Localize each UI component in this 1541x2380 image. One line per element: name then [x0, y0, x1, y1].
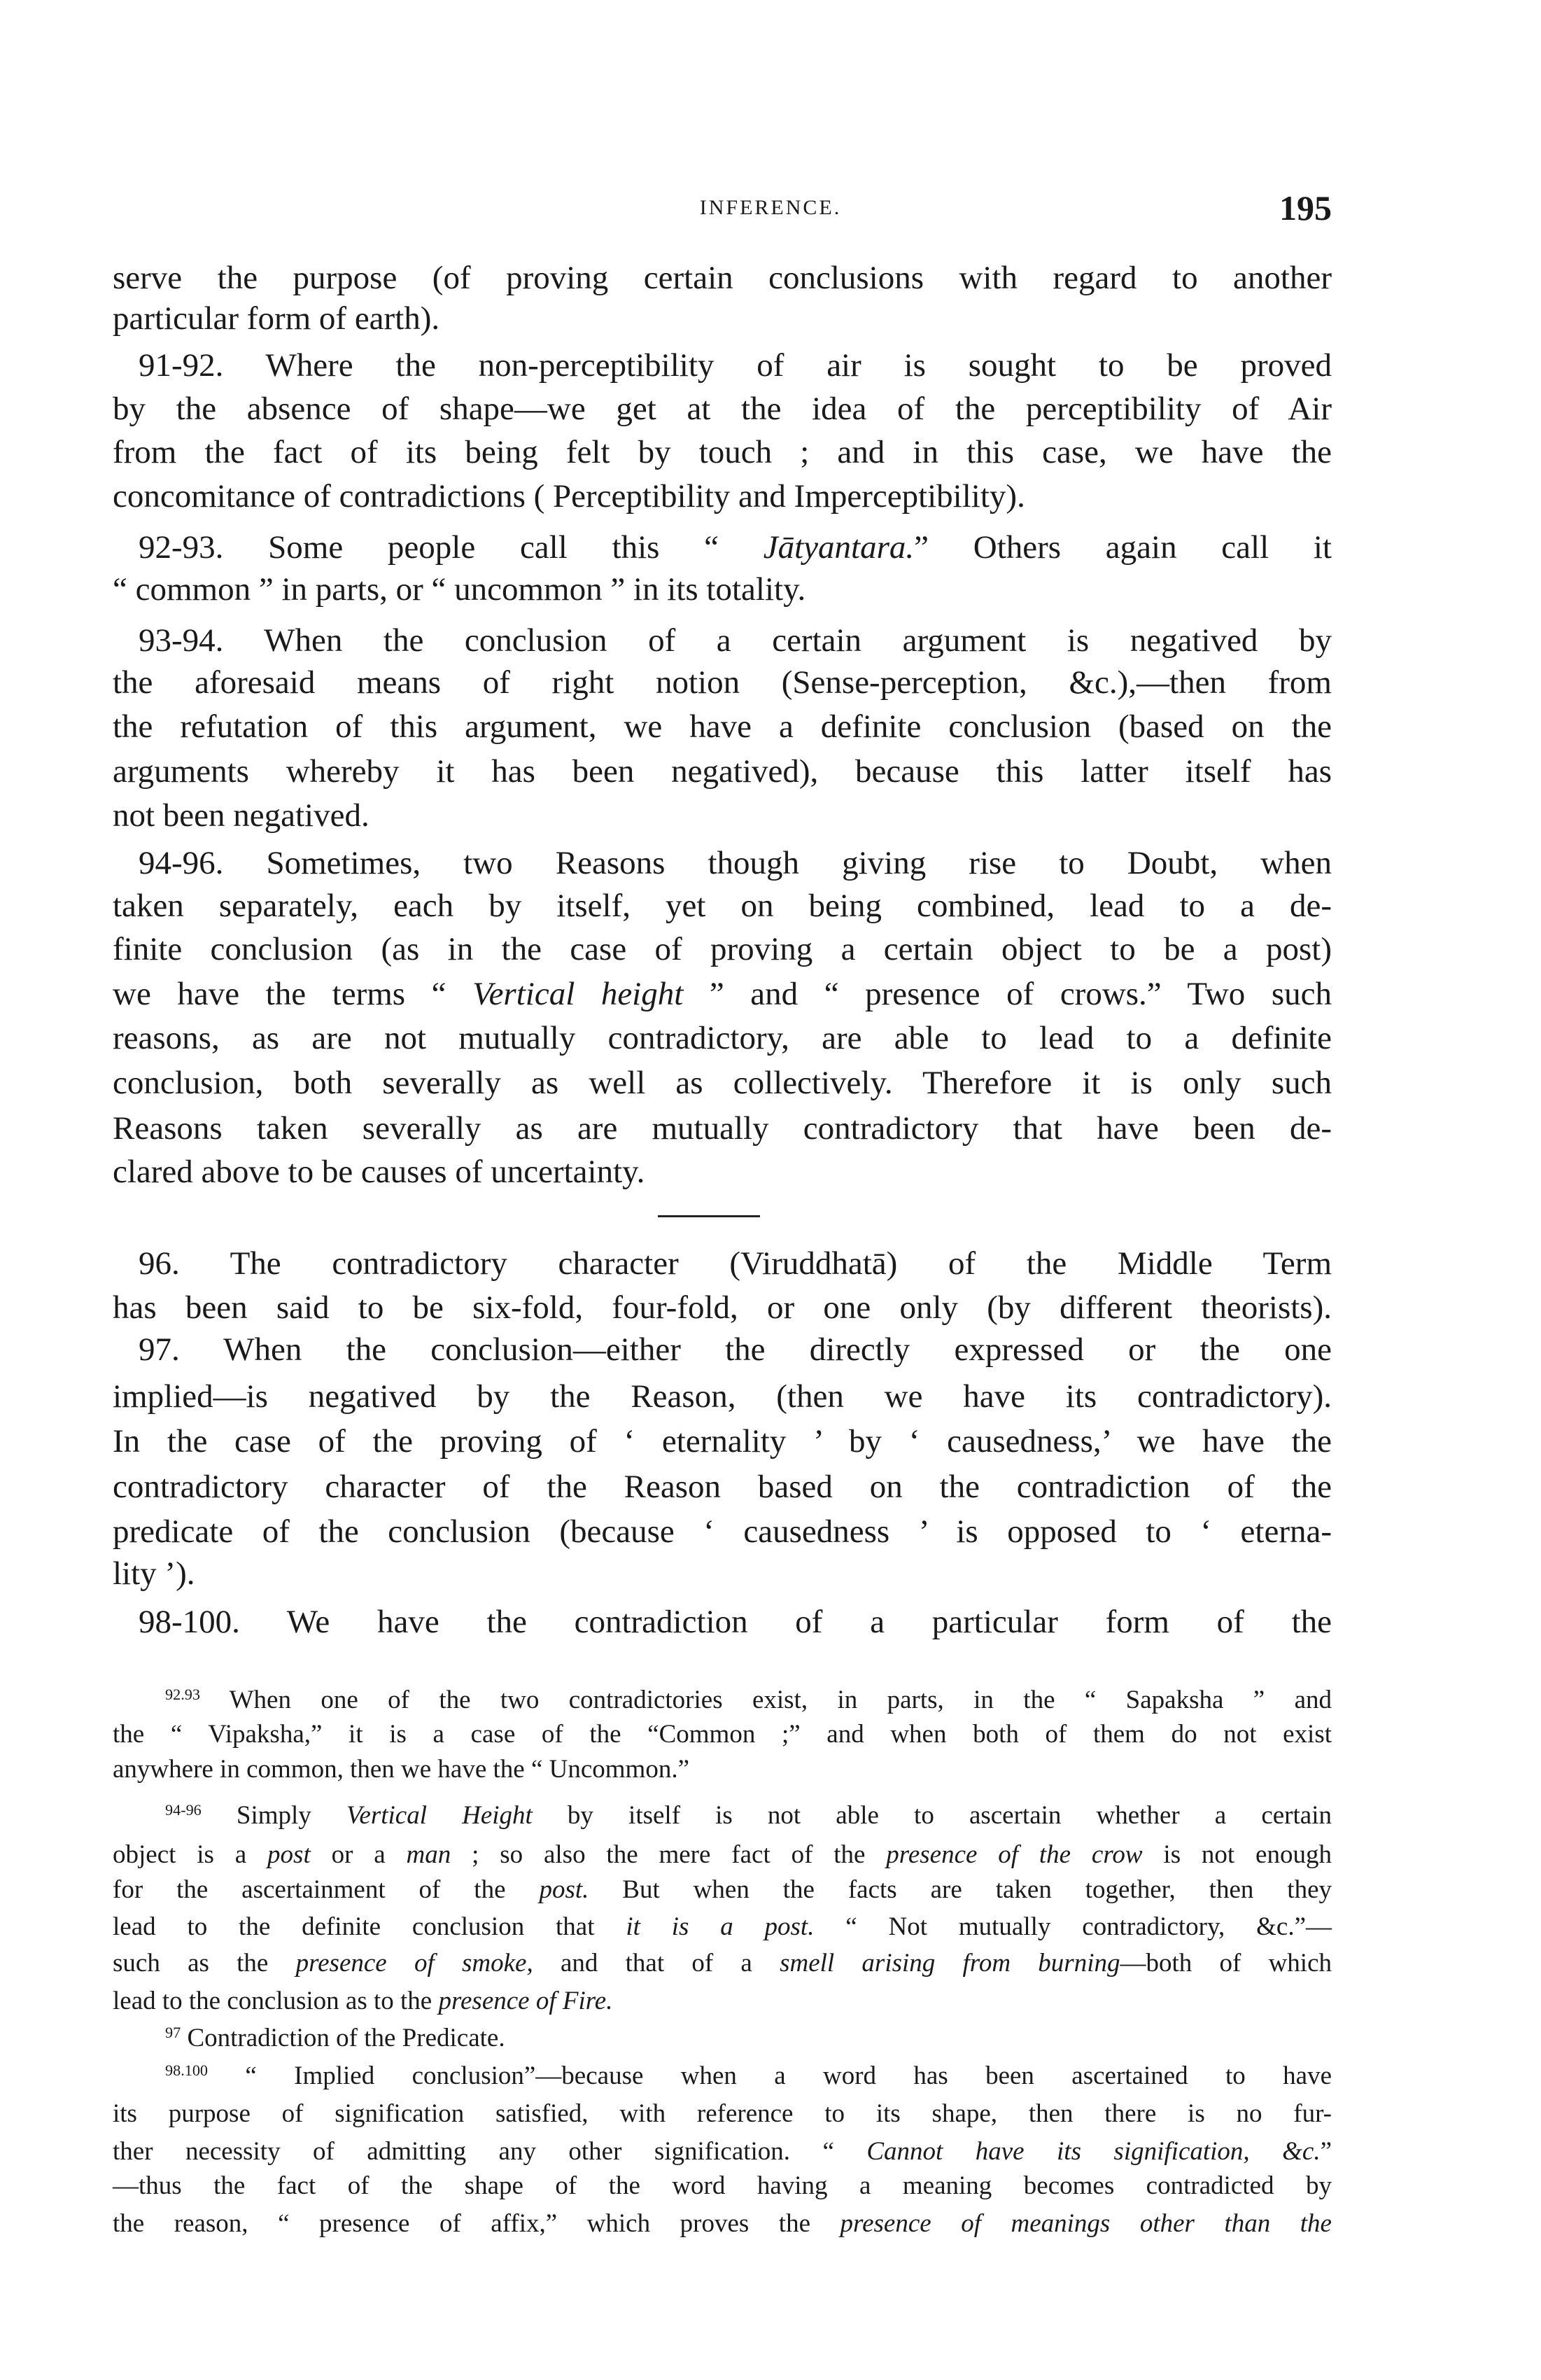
text-run: 94-96. Sometimes, two Reasons though giving rise to Doubt, when: [139, 845, 1332, 882]
text-run: anywhere in common, then we have the “ Uncommon.”: [113, 1754, 690, 1784]
italic-run: post.: [539, 1875, 589, 1904]
text-run: ”: [1320, 2136, 1332, 2166]
italic-run: man: [406, 1840, 451, 1870]
text-run: taken separately, each by itself, yet on being combined, lead to a de-: [113, 887, 1332, 924]
text-run: lead to the definite conclusion that: [113, 1912, 626, 1942]
text-line: [139, 1245, 1332, 1282]
text-run: is not enough: [1142, 1840, 1332, 1870]
text-run: predicate of the conclusion (because ‘ causedness ’ is opposed to ‘ eterna-: [113, 1513, 1332, 1550]
text-line: [113, 477, 1025, 515]
text-run: Simply: [201, 1801, 346, 1830]
footnote-line: [113, 1986, 612, 2016]
text-run: from the fact of its being felt by touch ; and in this case, we have the: [113, 434, 1332, 471]
text-run: —both of which: [1120, 1948, 1332, 1977]
text-run: finite conclusion (as in the case of proving a certain object to be a post): [113, 930, 1332, 967]
text-run: 93-94. When the conclusion of a certain argument is negatived by: [139, 622, 1332, 659]
text-run: the reason, “ presence of affix,” which proves the: [113, 2208, 840, 2238]
italic-run: Vertical Height: [346, 1801, 533, 1830]
text-run: “ common ” in parts, or “ uncommon ” in its totality.: [113, 571, 806, 608]
text-run: “ Not mutually contradictory, &c.”—: [814, 1912, 1332, 1942]
text-run: particular form of earth).: [113, 300, 440, 337]
text-line: [113, 1153, 645, 1191]
text-run: conclusion, both severally as well as collectively. Therefore it is only such: [113, 1065, 1332, 1102]
text-run: lead to the conclusion as to the: [113, 1986, 439, 2015]
text-run: ; so also the mere fact of the: [451, 1840, 887, 1870]
text-run: reasons, as are not mutually contradictory, are able to lead to a definite: [113, 1019, 1332, 1056]
text-run: object is a: [113, 1840, 268, 1870]
text-line: [113, 433, 1332, 471]
text-line: [113, 930, 1332, 968]
text-line: [113, 708, 1332, 746]
italic-run: Jātyantara.: [763, 528, 915, 566]
text-run: clared above to be causes of uncertainty.: [113, 1154, 645, 1191]
text-line: [113, 752, 1332, 790]
italic-run: presence of Fire.: [438, 1986, 613, 2015]
text-run: we have the terms “: [113, 976, 473, 1013]
text-run: 97. When the conclusion—either the directly expressed or the one: [139, 1331, 1332, 1368]
text-line: [113, 1468, 1332, 1506]
text-run: its purpose of signification satisfied, with reference to its shape, then there is no fur-: [113, 2099, 1332, 2128]
text-run: concomitance of contradictions ( Perceptibility and Imperceptibility).: [113, 477, 1025, 514]
italic-run: Vertical height: [472, 976, 684, 1013]
footnote-line: [113, 1875, 1332, 1905]
text-line: [113, 390, 1332, 428]
text-run: 92-93. Some people call this “: [139, 528, 764, 566]
footnote-marker: 97: [165, 2024, 181, 2042]
text-line: [113, 1555, 195, 1592]
italic-run: post: [267, 1840, 311, 1870]
italic-run: presence of meanings other than the: [840, 2208, 1332, 2238]
text-run: “ Implied conclusion”—because when a word has been ascertained to have: [208, 2062, 1332, 2091]
text-run: When one of the two contradictories exist, in parts, in the “ Sapaksha ” and: [199, 1685, 1332, 1714]
text-run: —thus the fact of the shape of the word having a meaning becomes contradicted by: [113, 2171, 1332, 2201]
footnote-line: [165, 1800, 1332, 1830]
italic-run: presence of the crow: [886, 1840, 1143, 1870]
page-number: 195: [1279, 188, 1332, 227]
footnote-line: [113, 1948, 1332, 1978]
text-run: the “ Vipaksha,” it is a case of the “Common ;” and when both of them do not exist: [113, 1720, 1332, 1749]
italic-run: presence of smoke,: [295, 1948, 533, 1977]
footnote-line: [113, 1912, 1332, 1942]
text-run: implied—is negatived by the Reason, (then we have its contradictory).: [113, 1378, 1332, 1415]
text-run: such as the: [113, 1948, 296, 1977]
text-run: Contradiction of the Predicate.: [181, 2024, 505, 2053]
text-run: and that of a: [533, 1948, 780, 1977]
text-run: 91-92. Where the non-perceptibility of air is sought to be proved: [139, 346, 1332, 384]
text-run: 96. The contradictory character (Viruddhatā) of the Middle Term: [139, 1245, 1332, 1282]
text-run: ” and “ presence of crows.” Two such: [683, 976, 1332, 1013]
footnote-line: [113, 2099, 1332, 2129]
running-title: INFERENCE.: [699, 196, 842, 219]
italic-run: Cannot have its signification, &c.: [866, 2136, 1321, 2166]
text-run: In the case of the proving of ‘ eternality ’ by ‘ causedness,’ we have the: [113, 1423, 1332, 1460]
text-line: [139, 528, 1332, 566]
text-line: [113, 259, 1332, 297]
footnote-line: [113, 1754, 689, 1784]
text-line: [113, 300, 439, 337]
text-run: for the ascertainment of the: [113, 1875, 540, 1904]
section-divider: [658, 1215, 760, 1217]
text-run: or a: [310, 1840, 407, 1870]
text-line: [139, 622, 1332, 659]
text-run: has been said to be six-fold, four-fold, or one only (by different theorists).: [113, 1289, 1332, 1326]
footnote-line: [165, 1685, 1332, 1715]
text-line: [113, 664, 1332, 701]
text-run: contradictory character of the Reason based on the contradiction of the: [113, 1468, 1332, 1505]
footnote-marker: 98.100: [165, 2061, 209, 2079]
text-line: [139, 844, 1332, 882]
text-run: not been negatived.: [113, 797, 370, 834]
text-run: serve the purpose (of proving certain conclusions with regard to another: [113, 260, 1332, 297]
text-line: [113, 570, 805, 608]
footnote-line: [113, 2136, 1332, 2166]
text-line: [139, 1603, 1332, 1641]
footnote-line: [165, 2061, 1332, 2091]
italic-run: smell arising from burning: [780, 1948, 1120, 1977]
footnote-line: [113, 2171, 1332, 2201]
footnote-line: [113, 2208, 1332, 2239]
italic-run: it is a post.: [626, 1912, 815, 1942]
text-line: [113, 797, 370, 834]
text-line: [113, 1422, 1332, 1460]
footnote-marker: 92.93: [165, 1685, 200, 1703]
text-run: by itself is not able to ascertain whether a certain: [532, 1801, 1332, 1830]
text-run: lity ’).: [113, 1555, 195, 1592]
footnote-line: [113, 1719, 1332, 1749]
footnote-marker: 94-96: [165, 1800, 202, 1819]
text-run: the aforesaid means of right notion (Sense-perception, &c.),—then from: [113, 664, 1332, 701]
text-run: ” Others again call it: [914, 528, 1332, 566]
text-line: [113, 1513, 1332, 1550]
text-line: [113, 1110, 1332, 1147]
text-line: [113, 887, 1332, 925]
text-run: 98-100. We have the contradiction of a particular form of the: [139, 1604, 1332, 1640]
text-line: [113, 1289, 1332, 1326]
text-run: arguments whereby it has been negatived), because this latter itself has: [113, 753, 1332, 790]
text-line: [113, 1019, 1332, 1057]
footnote-line: [165, 2023, 505, 2053]
text-run: the refutation of this argument, we have a definite conclusion (based on the: [113, 708, 1332, 745]
text-run: Reasons taken severally as are mutually contradictory that have been de-: [113, 1110, 1332, 1147]
text-line: [113, 1064, 1332, 1102]
text-line: [113, 1378, 1332, 1415]
text-line: [139, 1331, 1332, 1368]
footnote-line: [113, 1840, 1332, 1870]
text-run: But when the facts are taken together, then they: [589, 1875, 1332, 1904]
text-run: ther necessity of admitting any other signification. “: [113, 2136, 867, 2166]
text-run: by the absence of shape—we get at the idea of the perceptibility of Air: [113, 391, 1332, 428]
text-line: [139, 346, 1332, 384]
text-line: [113, 975, 1332, 1013]
